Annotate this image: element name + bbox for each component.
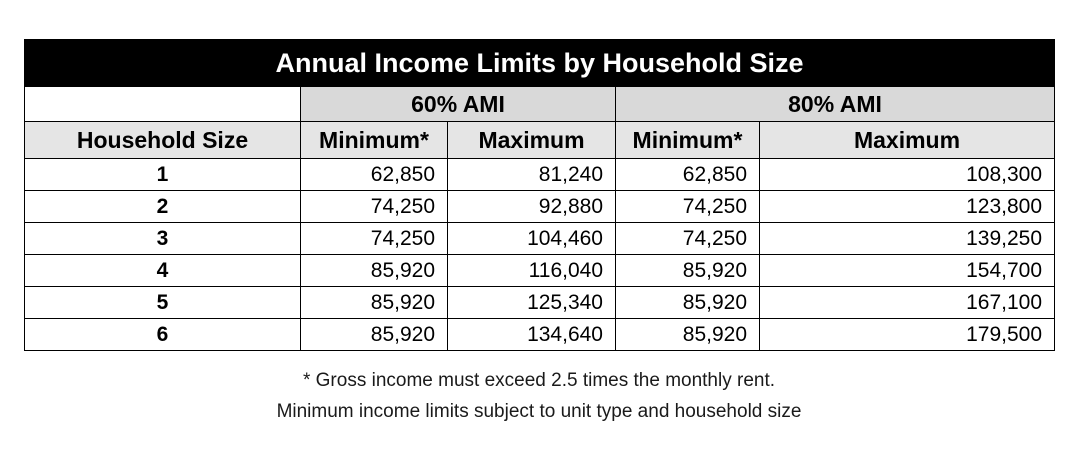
column-header-maximum-60: Maximum <box>448 122 616 159</box>
maximum-80-cell: 108,300 <box>760 159 1055 191</box>
minimum-60-cell: 74,250 <box>301 191 448 223</box>
household-size-cell: 2 <box>25 191 301 223</box>
household-size-cell: 6 <box>25 319 301 351</box>
minimum-80-cell: 74,250 <box>616 223 760 255</box>
column-header-row <box>25 122 1055 159</box>
minimum-60-cell: 85,920 <box>301 255 448 287</box>
table-row <box>25 223 1055 255</box>
maximum-80-cell: 167,100 <box>760 287 1055 319</box>
column-header-minimum-60: Minimum* <box>301 122 448 159</box>
minimum-60-cell: 74,250 <box>301 223 448 255</box>
household-size-cell: 4 <box>25 255 301 287</box>
minimum-80-cell: 74,250 <box>616 191 760 223</box>
table-title: Annual Income Limits by Household Size <box>25 40 1055 87</box>
table-row <box>25 191 1055 223</box>
income-limits-table <box>24 39 1055 351</box>
minimum-60-cell: 62,850 <box>301 159 448 191</box>
table-row <box>25 319 1055 351</box>
table-row <box>25 255 1055 287</box>
income-limits-table-container <box>24 39 1054 351</box>
table-row <box>25 287 1055 319</box>
maximum-60-cell: 92,880 <box>448 191 616 223</box>
minimum-60-cell: 85,920 <box>301 319 448 351</box>
table-row <box>25 159 1055 191</box>
maximum-60-cell: 116,040 <box>448 255 616 287</box>
minimum-80-cell: 85,920 <box>616 287 760 319</box>
group-header-blank <box>25 87 301 122</box>
household-size-cell: 1 <box>25 159 301 191</box>
minimum-80-cell: 62,850 <box>616 159 760 191</box>
household-size-cell: 3 <box>25 223 301 255</box>
maximum-80-cell: 123,800 <box>760 191 1055 223</box>
maximum-80-cell: 179,500 <box>760 319 1055 351</box>
table-title-row <box>25 40 1055 87</box>
group-header-80-ami: 80% AMI <box>616 87 1055 122</box>
maximum-60-cell: 81,240 <box>448 159 616 191</box>
footnote-gross-income: * Gross income must exceed 2.5 times the monthly rent. <box>302 370 776 391</box>
minimum-80-cell: 85,920 <box>616 319 760 351</box>
footnote-minimum-limits: Minimum income limits subject to unit type and household size <box>276 401 802 422</box>
group-header-60-ami: 60% AMI <box>301 87 616 122</box>
column-header-household-size: Household Size <box>25 122 301 159</box>
maximum-80-cell: 154,700 <box>760 255 1055 287</box>
maximum-60-cell: 104,460 <box>448 223 616 255</box>
maximum-60-cell: 125,340 <box>448 287 616 319</box>
group-header-row <box>25 87 1055 122</box>
maximum-80-cell: 139,250 <box>760 223 1055 255</box>
maximum-60-cell: 134,640 <box>448 319 616 351</box>
column-header-minimum-80: Minimum* <box>616 122 760 159</box>
minimum-60-cell: 85,920 <box>301 287 448 319</box>
household-size-cell: 5 <box>25 287 301 319</box>
minimum-80-cell: 85,920 <box>616 255 760 287</box>
column-header-maximum-80: Maximum <box>760 122 1055 159</box>
